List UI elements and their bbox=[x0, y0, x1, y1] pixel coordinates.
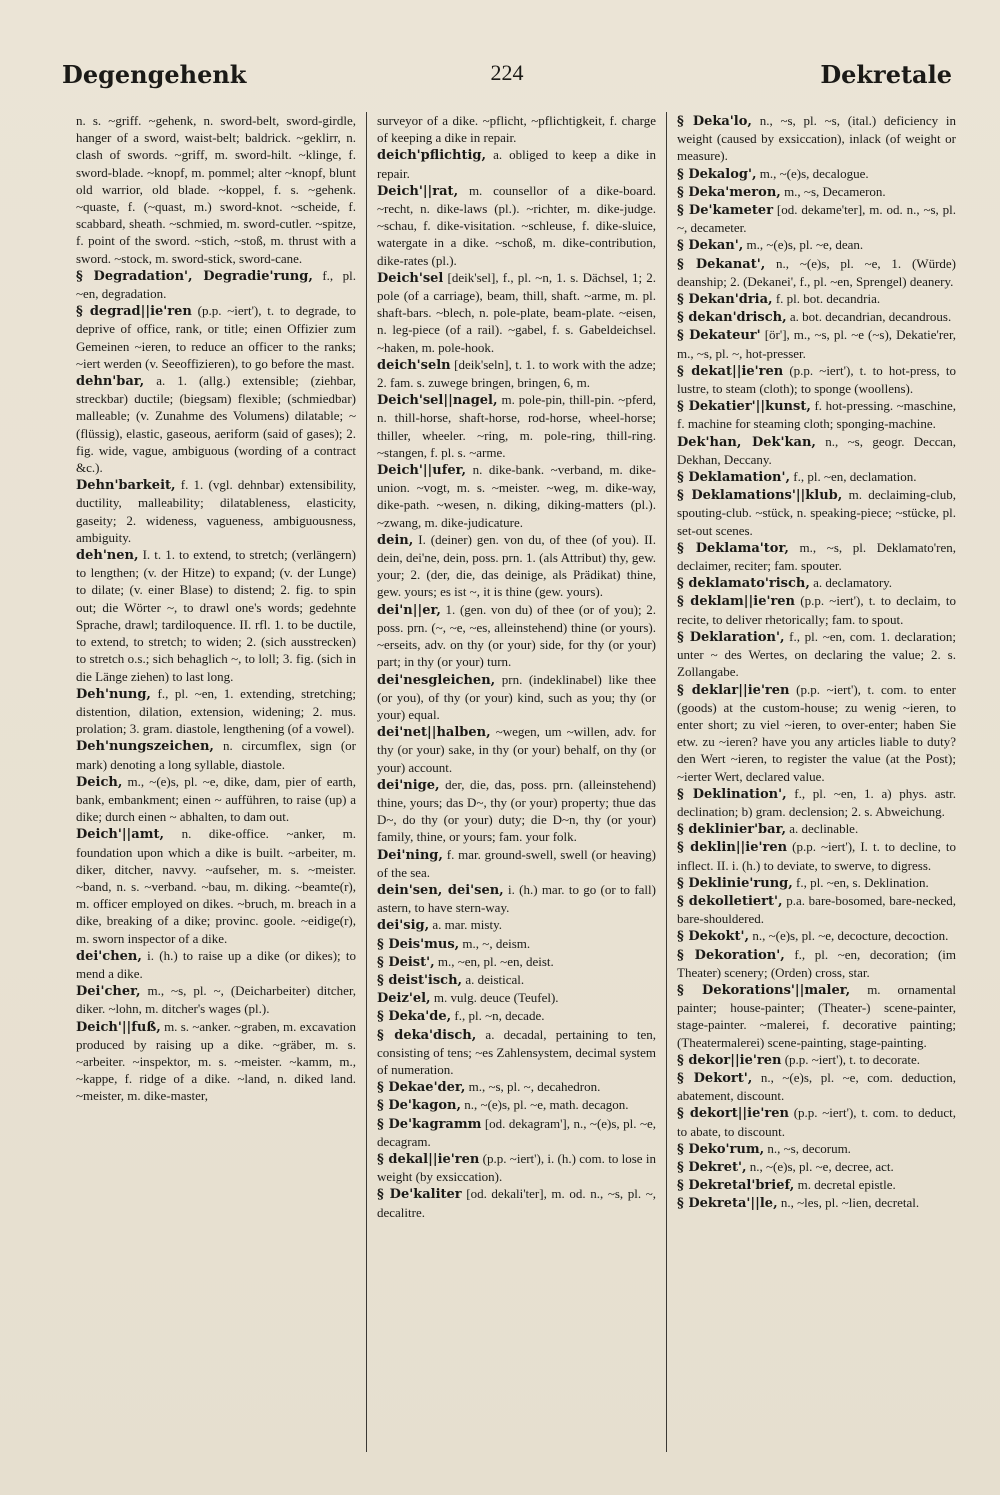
entry-headword: dei'n||er, bbox=[377, 602, 441, 618]
entry-definition: m. vulg. deuce (Teufel). bbox=[433, 990, 559, 1006]
entry-definition: a. mar. misty. bbox=[432, 917, 502, 933]
entry-headword: § Dekreta'||le, bbox=[677, 1196, 778, 1212]
entry-definition: f. pl. bot. decandria. bbox=[775, 291, 881, 307]
dictionary-entry bbox=[677, 946, 956, 981]
entry-headword: Deiz'el, bbox=[377, 991, 431, 1007]
entry-headword: § Deist', bbox=[377, 954, 435, 970]
dictionary-entry bbox=[76, 546, 356, 685]
dictionary-entry bbox=[76, 947, 356, 982]
entry-definition: m., ~s, Decameron. bbox=[784, 183, 886, 199]
entry-definition: a. decadal, pertaining to ten, consisting of tens; ~es Zahlensystem, decimal system of numeration. bbox=[377, 1026, 656, 1077]
entry-headword: § dekan'drisch, bbox=[677, 310, 787, 326]
entry-headword: dein, bbox=[377, 532, 414, 548]
entry-definition: n. dike-bank. ~verband, m. dike-union. ~vogt, m. s. ~meister. ~weg, m. dike-way, dike-path. ~wesen, n. diking, diking-matters (pl.). ~zwang, m. dike-judicature. bbox=[377, 462, 656, 530]
entry-headword: Deich'||fuß, bbox=[76, 1019, 161, 1035]
dictionary-entry bbox=[677, 1069, 956, 1104]
entry-definition: (p.p. ~iert'), t. to hot-press, to lustre, to steam (cloth); to sponge (woollens). bbox=[677, 362, 957, 397]
entry-definition: n. circumflex, sign (or mark) denoting a long syllable, diastole. bbox=[76, 738, 356, 772]
entry-headword: § Deklinie'rung, bbox=[677, 875, 793, 891]
dictionary-entry bbox=[377, 461, 656, 531]
entry-headword: § Deka'meron, bbox=[677, 184, 781, 200]
dictionary-entry bbox=[677, 1104, 956, 1139]
entry-definition: f., pl. ~en, decoration; (im Theater) scenery; (Orden) cross, star. bbox=[677, 946, 956, 980]
entry-definition: n. dike-office. ~anker, m. foundation upon which a dike is built. ~arbeiter, m. diker, ditcher, navvy. ~aufseher, m. s. ~meister. ~band, n. s. ~verband. ~bau, m. diking. ~beamte(r), m. officer employed on dikes. ~bruch, m. breach in a dike, breaking of a dike; provinc. goole. ~eidige(r), m. sworn inspector of a dike. bbox=[76, 826, 357, 946]
dictionary-entry bbox=[76, 825, 356, 946]
entry-headword: dei'chen, bbox=[76, 948, 142, 964]
entry-headword: § Dekan', bbox=[677, 238, 744, 254]
dictionary-entry bbox=[677, 838, 956, 873]
entry-definition: [deik'seln], t. 1. to work with the adze; 2. fam. s. zuwege bringen, bringen, 6, m. bbox=[377, 356, 657, 391]
entry-definition: m. s. ~anker. ~graben, m. excavation produced by raising up a dike. ~gräber, m. s. ~arbeiter. ~inspektor, m. s. ~meister. ~kamm, m., ~kappe, f. ridge of a dike. ~land, n. diked land. ~meister, m. dike-master, bbox=[76, 1018, 356, 1104]
dictionary-entry bbox=[377, 1078, 656, 1096]
entry-headword: § Deklamation', bbox=[677, 470, 790, 486]
dictionary-entry bbox=[677, 820, 956, 838]
dictionary-entry bbox=[377, 269, 656, 356]
entry-headword: § deklar||ie'ren bbox=[677, 682, 790, 698]
dictionary-entry bbox=[677, 1158, 956, 1176]
dictionary-entry bbox=[377, 881, 656, 916]
entry-definition: n., ~(e)s, pl. ~e, 1. (Würde) deanship; 2. (Dekanei', f., pl. ~en, Sprengel) deanery. bbox=[677, 255, 957, 289]
entry-headword: Deh'nung, bbox=[76, 686, 151, 702]
dictionary-entry bbox=[677, 981, 956, 1051]
dictionary-entry bbox=[677, 628, 956, 681]
entry-definition: f., pl. ~en, com. 1. declaration; unter ~ des Wertes, on declaring the value; 2. s. Zollangabe. bbox=[677, 628, 956, 680]
entry-definition: f., pl. ~en, s. Deklination. bbox=[796, 874, 929, 890]
entry-headword: Dei'cher, bbox=[76, 984, 141, 1000]
entry-headword: § dekolletiert', bbox=[677, 893, 783, 909]
entry-headword: Deich'sel bbox=[377, 270, 444, 286]
entry-headword: Deich'||amt, bbox=[76, 827, 164, 843]
entry-headword: § dekor||ie'ren bbox=[677, 1052, 782, 1068]
left-guide-word: Degengehenk bbox=[62, 60, 247, 89]
entry-definition: m., ~, deism. bbox=[462, 935, 531, 951]
entry-headword: § Deklama'tor, bbox=[677, 540, 789, 556]
dictionary-entry bbox=[377, 723, 656, 776]
dictionary-entry bbox=[76, 982, 356, 1017]
entry-definition: m., ~(e)s, decalogue. bbox=[759, 165, 869, 181]
dictionary-entry bbox=[377, 1026, 656, 1079]
entry-definition: m., ~s, pl. ~, (Deicharbeiter) ditcher, diker. ~lohn, m. ditcher's wages (pl.). bbox=[76, 983, 357, 1017]
entry-definition: m., ~en, pl. ~en, deist. bbox=[437, 953, 554, 969]
entry-definition: (p.p. ~iert'), t. com. to enter (goods) at the custom-house; zu wenig ~ieren, to enter short; zu viel ~ieren, to over-enter; haben Sie etw. zu ~ieren? have you any articles liable to duty? den Wert ~ieren, to register the value (at the Post); ~ierter Wert, declared value. bbox=[677, 681, 957, 784]
entry-definition: p.a. bare-bosomed, bare-necked, bare-shouldered. bbox=[677, 892, 957, 927]
entry-definition: n., ~les, pl. ~lien, decretal. bbox=[780, 1195, 920, 1211]
entry-definition: a. obliged to keep a dike in repair. bbox=[377, 147, 656, 181]
entry-headword: § deist'isch, bbox=[377, 972, 463, 988]
entry-definition: (p.p. ~iert'), t. to decorate. bbox=[784, 1051, 921, 1067]
entry-headword: § De'kagon, bbox=[377, 1098, 462, 1114]
dictionary-entry bbox=[677, 874, 956, 892]
dictionary-entry bbox=[377, 916, 656, 934]
entry-headword: § Deis'mus, bbox=[377, 936, 460, 952]
entry-headword: § Deko'rum, bbox=[677, 1141, 765, 1157]
entry-headword: § deklamato'risch, bbox=[677, 576, 810, 592]
dictionary-entry bbox=[377, 971, 656, 989]
entry-headword: § deklinier'bar, bbox=[677, 822, 787, 838]
dictionary-entry bbox=[377, 391, 656, 461]
dictionary-entry bbox=[76, 267, 356, 302]
entry-definition: n., ~s, geogr. Deccan, Dekhan, Deccany. bbox=[677, 433, 957, 467]
dictionary-entry bbox=[76, 476, 356, 546]
entry-headword: Dehn'barkeit, bbox=[76, 478, 176, 494]
dictionary-entry bbox=[677, 201, 956, 236]
dictionary-entry bbox=[76, 372, 356, 476]
entry-headword: § Dekalog', bbox=[677, 166, 757, 182]
entry-definition: [od. dekame'ter], m. od. n., ~s, pl. ~, decameter. bbox=[677, 202, 956, 236]
entry-headword: dei'sig, bbox=[377, 918, 430, 934]
text-columns bbox=[66, 112, 966, 1452]
entry-definition: m. pole-pin, thill-pin. ~pferd, n. thill-horse, shaft-horse, rod-horse, wheel-horse; thiller, wheeler. ~ring, m. pole-ring, thill-ring. ~stangen, f. pl. s. ~arme. bbox=[377, 392, 656, 460]
dictionary-entry bbox=[377, 146, 656, 181]
entry-headword: § dekal||ie'ren bbox=[377, 1151, 480, 1167]
entry-headword: § dekat||ie'ren bbox=[677, 363, 784, 379]
dictionary-entry bbox=[377, 112, 656, 146]
entry-definition: [od. dekali'ter], m. od. n., ~s, pl. ~, decalitre. bbox=[377, 1186, 657, 1220]
dictionary-entry bbox=[377, 1007, 656, 1025]
entry-headword: § Dekan'dria, bbox=[677, 292, 773, 308]
dictionary-entry bbox=[377, 1185, 656, 1220]
dictionary-entry bbox=[377, 1150, 656, 1185]
entry-headword: § deka'disch, bbox=[377, 1027, 477, 1043]
entry-definition: m., ~s, pl. Deklamato'ren, declaimer, reciter; fam. spouter. bbox=[677, 539, 956, 574]
column-left bbox=[66, 112, 366, 1452]
dictionary-entry bbox=[76, 1018, 356, 1105]
entry-definition: der, die, das, poss. prn. (alleinstehend) thine, yours; das D~, thy (or your) property; thue das D~, do thy (or your) duty; die D~n, thy (or your) family, thine, or yours; fam. your folk. bbox=[377, 776, 657, 845]
entry-definition: [od. dekagram'], n., ~(e)s, pl. ~e, decagram. bbox=[377, 1115, 657, 1149]
entry-headword: § Dekateur' bbox=[677, 328, 761, 344]
entry-definition: f. mar. ground-swell, swell (or heaving) of the sea. bbox=[377, 846, 656, 880]
dictionary-entry bbox=[677, 592, 956, 627]
dictionary-entry bbox=[377, 671, 656, 724]
dictionary-entry bbox=[677, 539, 956, 574]
entry-definition: [ör'], m., ~s, pl. ~e (~s), Dekatie'rer, m., ~s, pl. ~, hot-presser. bbox=[677, 327, 957, 361]
dictionary-entry bbox=[377, 531, 656, 601]
entry-headword: § Dekae'der, bbox=[377, 1080, 466, 1096]
dictionary-entry bbox=[377, 935, 656, 953]
entry-headword: deh'nen, bbox=[76, 548, 139, 564]
entry-headword: § dekort||ie'ren bbox=[677, 1106, 789, 1122]
dictionary-entry bbox=[76, 302, 356, 372]
dictionary-entry bbox=[677, 308, 956, 326]
dictionary-entry bbox=[677, 433, 956, 468]
entry-definition: n., ~(e)s, pl. ~e, math. decagon. bbox=[464, 1097, 629, 1113]
dictionary-entry bbox=[377, 356, 656, 391]
entry-headword: § Deka'lo, bbox=[677, 114, 752, 129]
dictionary-entry bbox=[377, 1115, 656, 1150]
entry-headword: § Deklaration', bbox=[677, 629, 785, 645]
entry-headword: deich'pflichtig, bbox=[377, 148, 487, 164]
dictionary-entry bbox=[677, 892, 956, 927]
entry-definition: m., ~s, pl. ~, decahedron. bbox=[468, 1079, 601, 1095]
dictionary-entry bbox=[677, 362, 956, 397]
dictionary-entry bbox=[677, 165, 956, 183]
entry-headword: § De'kameter bbox=[677, 203, 774, 219]
entry-definition: 1. (gen. von du) of thee (or of you); 2. poss. prn. (~, ~e, ~es, alleinstehend) thine (or yours). ~erseits, adv. on thy (or your) side, for thy (or your) part; in thy (or your) turn. bbox=[377, 601, 656, 670]
dictionary-entry bbox=[677, 681, 956, 785]
dictionary-entry bbox=[377, 989, 656, 1007]
entry-definition: I. t. 1. to extend, to stretch; (verlängern) to lengthen; (v. der Hitze) to expand; (v. der Lunge) to dilate; (v. einer Blase) to distend; 2. fig. to spin out; die Wörter ~, to drawl one's words; gedehnte Sprache, drawl; tardiloquence. II. rfl. 1. to be ductile, to extend, to stretch; to widen; 2. (sich ausstrecken) to stretch o.s.; sich behaglich ~, to loll; 3. fig. (sich in die Länge ziehen) to last long. bbox=[76, 547, 356, 684]
entry-headword: § Dekoration', bbox=[677, 947, 785, 963]
entry-definition: (p.p. ~iert'), t. to declaim, to recite, to deliver rhetorically; fam. to spout. bbox=[677, 593, 956, 627]
right-guide-word: Dekretale bbox=[820, 60, 952, 89]
entry-headword: Deich'||rat, bbox=[377, 183, 459, 199]
entry-definition: a. deistical. bbox=[465, 971, 525, 987]
entry-definition: i. (h.) to raise up a dike (or dikes); to mend a dike. bbox=[76, 947, 357, 981]
entry-headword: § Dekret', bbox=[677, 1159, 747, 1175]
entry-definition: m. declaiming-club, spouting-club. ~stück, n. speaking-piece; ~stücke, pl. set-out scenes. bbox=[677, 487, 956, 538]
dictionary-entry bbox=[377, 776, 656, 846]
entry-headword: § Deklination', bbox=[677, 786, 787, 802]
entry-definition: f., pl. ~en, 1. a) phys. astr. declination; b) gram. declension; 2. s. Abweichung. bbox=[677, 785, 956, 819]
entry-headword: dehn'bar, bbox=[76, 374, 145, 390]
entry-headword: § Dekorations'||maler, bbox=[677, 982, 851, 998]
entry-definition: (p.p. ~iert'), t. com. to deduct, to abate, to discount. bbox=[677, 1105, 957, 1139]
entry-definition: n., ~(e)s, pl. ~e, decocture, decoction. bbox=[752, 928, 949, 944]
dictionary-entry bbox=[677, 1194, 956, 1212]
entry-headword: § De'kaliter bbox=[377, 1187, 462, 1203]
entry-headword: Deich, bbox=[76, 774, 123, 790]
entry-headword: § deklin||ie'ren bbox=[677, 840, 788, 856]
entry-headword: Deich'||ufer, bbox=[377, 463, 467, 479]
entry-headword: dei'net||halben, bbox=[377, 725, 491, 741]
entry-headword: § Degradation', Degradie'rung, bbox=[76, 268, 313, 284]
dictionary-entry bbox=[677, 574, 956, 592]
entry-definition: a. declinable. bbox=[789, 821, 859, 837]
dictionary-entry bbox=[377, 1096, 656, 1114]
entry-definition: [deik'sel], f., pl. ~n, 1. s. Dächsel, 1; 2. pole (of a carriage), beam, thill, shaft. ~arme, m. pl. shaft-bars. ~blech, n. pole-plate, beam-plate. ~eisen, n. leg-piece (of a rail). ~gabel, f. s. Gabeldeichsel. ~haken, m. pole-hook. bbox=[377, 269, 656, 355]
entry-definition: prn. (indeklinabel) like thee (or you), of thy (or your) kind, such as you; thy (or your) equal. bbox=[377, 671, 657, 722]
dictionary-entry bbox=[377, 846, 656, 881]
dictionary-entry bbox=[677, 785, 956, 820]
dictionary-entry bbox=[677, 397, 956, 432]
entry-definition: (p.p. ~iert'), t. to degrade, to deprive of office, rank, or title; einen Offizier zum Gemeinen ~ieren, to reduce an officer to the ranks; ~iert werden (v. Seeoffizieren), to go before the mast. bbox=[76, 303, 357, 371]
column-right bbox=[666, 112, 966, 1452]
entry-headword: § Deklamations'||klub, bbox=[677, 488, 843, 504]
entry-definition: f., pl. ~en, declamation. bbox=[793, 469, 917, 485]
dictionary-entry bbox=[677, 236, 956, 254]
dictionary-entry bbox=[677, 468, 956, 486]
dictionary-entry bbox=[677, 183, 956, 201]
entry-headword: § Dekort', bbox=[677, 1070, 753, 1086]
entry-definition: f., pl. ~en, degradation. bbox=[76, 267, 356, 302]
entry-definition: ~wegen, um ~willen, adv. for thy (or your) sake, in thy (or your) behalf, on thy (or your) account. bbox=[377, 724, 657, 775]
dictionary-entry bbox=[377, 601, 656, 671]
entry-headword: § Dekanat', bbox=[677, 256, 766, 272]
entry-headword: deich'seln bbox=[377, 357, 451, 373]
entry-headword: § De'kagramm bbox=[377, 1116, 482, 1132]
entry-headword: Dei'ning, bbox=[377, 847, 443, 863]
entry-definition: n. s. ~griff. ~gehenk, n. sword-belt, sword-girdle, hanger of a sword, waist-belt; baldrick. ~geklirr, n. clash of swords. ~griff, m. sword-hilt. ~klinge, f. sword-blade. ~knopf, m. pommel; alter ~knopf, blunt old warrior, old blade. ~koppel, f. s. ~gehenk. ~quaste, f. (~quast, m.) sword-knot. ~scheide, f. scabbard, sheath. ~schmied, m. sword-cutler. ~spitze, f. point of the sword. ~stich, ~stoß, m. thrust with a sword. ~stock, m. sword-stick, sword-cane. bbox=[76, 113, 356, 266]
entry-definition: I. (deiner) gen. von du, of thee (of you). II. dein, dei'ne, dein, poss. prn. 1. (als Attribut) thy, gew. your; 2. (der, die, das deinige, als Prädikat) thine, gew. yours; es ist ~, it is thine (gew. yours). bbox=[377, 531, 656, 600]
dictionary-entry bbox=[377, 182, 656, 269]
dictionary-entry bbox=[677, 1176, 956, 1194]
entry-definition: n., ~(e)s, pl. ~e, decree, act. bbox=[749, 1158, 894, 1174]
entry-headword: dei'nesgleichen, bbox=[377, 672, 496, 688]
entry-headword: Deh'nungszeichen, bbox=[76, 739, 214, 755]
entry-definition: f., pl. ~en, 1. extending, stretching; distention, dilation, extension, widening; 2. mus. prolation; 3. gram. diastole, lengthening (of a vowel). bbox=[76, 685, 356, 737]
entry-headword: Deich'sel||nagel, bbox=[377, 393, 498, 409]
dictionary-entry bbox=[76, 773, 356, 826]
dictionary-entry bbox=[677, 326, 956, 361]
entry-definition: (p.p. ~iert'), I. t. to decline, to inflect. II. i. (h.) to deviate, to swerve, to digress. bbox=[677, 839, 956, 873]
dictionary-entry bbox=[76, 737, 356, 772]
entry-headword: dei'nige, bbox=[377, 777, 440, 793]
entry-definition: n., ~s, decorum. bbox=[767, 1140, 851, 1156]
entry-headword: § Deka'de, bbox=[377, 1009, 452, 1025]
entry-definition: m. decretal epistle. bbox=[797, 1177, 896, 1193]
entry-definition: n., ~(e)s, pl. ~e, com. deduction, abatement, discount. bbox=[677, 1069, 956, 1104]
dictionary-entry bbox=[76, 112, 356, 267]
entry-definition: a. bot. decandrian, decandrous. bbox=[789, 309, 952, 325]
dictionary-entry bbox=[677, 486, 956, 539]
entry-definition: i. (h.) mar. to go (or to fall) astern, to have stern-way. bbox=[377, 881, 656, 916]
dictionary-entry bbox=[677, 1051, 956, 1069]
dictionary-entry bbox=[677, 927, 956, 945]
entry-headword: dein'sen, dei'sen, bbox=[377, 882, 504, 898]
entry-definition: a. declamatory. bbox=[813, 575, 893, 591]
dictionary-entry bbox=[76, 685, 356, 738]
dictionary-entry bbox=[677, 290, 956, 308]
entry-definition: m., ~(e)s, pl. ~e, dike, dam, pier of earth, bank, embankment; einen ~ aufführen, to raise (up) a dike; durch einen ~ abhalten, to dam out. bbox=[76, 773, 356, 825]
entry-definition: surveyor of a dike. ~pflicht, ~pflichtigkeit, f. charge of keeping a dike in repair. bbox=[377, 113, 656, 146]
entry-headword: Dek'han, Dek'kan, bbox=[677, 434, 816, 450]
entry-definition: f. 1. (vgl. dehnbar) extensibility, ductility, malleability; dilatableness, elasticity, gaseity; 2. wideness, vagueness, ambiguousness, ambiguity. bbox=[76, 477, 356, 545]
entry-definition: n., ~s, pl. ~s, (ital.) deficiency in weight (caused by exsiccation), inlack (of weight or measure). bbox=[677, 113, 957, 164]
entry-definition: f. hot-pressing. ~maschine, f. machine for steaming cloth; sponging-machine. bbox=[677, 398, 957, 432]
page-number: 224 bbox=[490, 60, 524, 85]
entry-headword: § deklam||ie'ren bbox=[677, 594, 796, 610]
entry-headword: § Dekatier'||kunst, bbox=[677, 399, 811, 415]
entry-headword: § degrad||ie'ren bbox=[76, 304, 192, 320]
dictionary-entry bbox=[677, 255, 956, 290]
dictionary-entry bbox=[677, 1140, 956, 1158]
entry-headword: § Dekretal'brief, bbox=[677, 1178, 795, 1194]
dictionary-entry bbox=[677, 112, 956, 165]
page-header bbox=[62, 60, 952, 100]
entry-definition: a. 1. (allg.) extensible; (ziehbar, streckbar) ductile; (biegsam) flexible; (schmiedbar) malleable; (v. Zunahme des Volumens) dilatable; ~ (flüssig), elastic, gaseous, aeriform (said of gases); 2. fig. wide, vague, ambiguous (wording of a contract &c.). bbox=[76, 373, 356, 476]
entry-definition: f., pl. ~n, decade. bbox=[454, 1008, 545, 1024]
entry-definition: (p.p. ~iert'), i. (h.) com. to lose in weight (by exsiccation). bbox=[377, 1150, 656, 1185]
dictionary-entry bbox=[377, 953, 656, 971]
entry-definition: m. counsellor of a dike-board. ~recht, n. dike-laws (pl.). ~richter, m. dike-judge. ~schau, f. dike-visitation. ~schleuse, f. dike-sluice, watergate in a dike. ~schoß, m. dike-contribution, dike-rates (pl.). bbox=[377, 182, 656, 268]
entry-definition: m. ornamental painter; house-painter; (Theater-) scene-painter, stage-painter. ~malerei, f. decorative painting; (Theatermalerei) scene-painting, stage-painting. bbox=[677, 981, 957, 1050]
column-middle bbox=[366, 112, 666, 1452]
entry-definition: m., ~(e)s, pl. ~e, dean. bbox=[746, 237, 864, 253]
entry-headword: § Dekokt', bbox=[677, 929, 750, 945]
